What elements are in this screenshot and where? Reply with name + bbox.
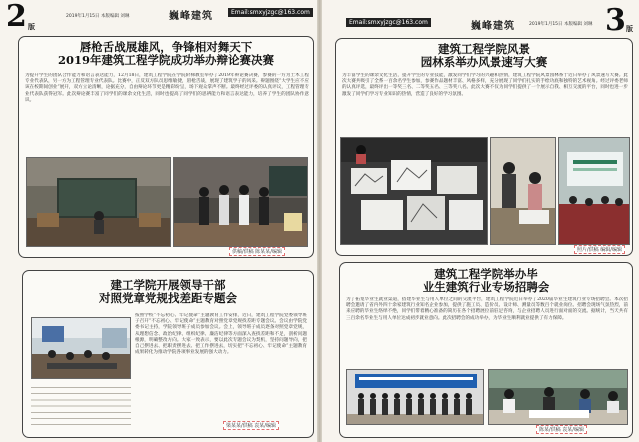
judges-reviewing-photo <box>490 137 556 245</box>
right-page <box>321 0 639 442</box>
article-body: 为提升学生的团队合作能力和语言表达能力，12月18日，建筑工程学院在学院阶梯教室举办了2019年辩论赛决赛，参赛的一方为土木工程专业代表队，另一方为工程管理专业代表队。比赛中，正反双方队员思维敏捷，唇枪舌战，展现了建筑学子的风采。辩题围绕“大学生应不应该在校期间创业”展开，双方立论清晰，论据充分，自由辩论环节更是精彩纷呈，场下观众掌声不断。最终经过评委的认真评议，工程管理专业代表队获得冠军。此次辩论赛丰富了同学们的课余文化生活，同时也提高了同学们的思辨能力和语言表达能力，培养了学生的团队协作意识。 <box>25 73 309 103</box>
article-body: 为了拓宽毕业生就业渠道，搭建毕业生与用人单位之间的交流平台，建筑工程学院近日举办了2020届毕业生建筑行业专场招聘会。本次招聘会邀请了省内外四十余家建筑行业知名企业参加，提供了施工员、造价员、设计师、测量员等数百个就业岗位。招聘会现场气氛热烈，前来应聘的毕业生络绎不绝，同学们带着精心准备的简历在各个招聘展位前驻足咨询，与企业招聘人员进行面对面的交流。据统计，当天共有三百余名毕业生与用人单位达成初步就业意向。此次招聘会的成功举办，为毕业生顺利就业提供了有力保障。 <box>346 297 628 321</box>
article-title <box>19 41 313 67</box>
photo-caption: 陈某/供稿 袁某/编辑 <box>536 425 587 434</box>
photo-caption: 梁某某/供稿 袁某/编辑 <box>223 421 279 430</box>
page-header <box>6 0 316 36</box>
photo-caption: 照片/供稿 编辑/编辑 <box>574 245 625 254</box>
debate-classroom-photo <box>26 157 171 247</box>
article-body: 为丰富学生的课余文化生活，提升学生的专业技能，激发同学们学习的兴趣和热情，建筑工程学院风景园林系于近日举办了风景速写大赛。此次大赛共吸引了全系一百余名学生参加，参赛作品题材丰富、风格多样，充分展现了同学们扎实的手绘功底和独特的艺术视角。经过评委老师的认真评选，最终评出一等奖三名、二等奖五名、三等奖八名。此次大赛不仅为同学们提供了一个展示自我、相互交流的平台，同时也进一步激发了同学们学习专业知识的热情，营造了良好的学习氛围。 <box>342 73 628 97</box>
article-title <box>336 43 632 69</box>
photo-caption: 供稿/供稿 陈某某/编辑 <box>229 247 285 256</box>
masthead: 巍峰建筑 <box>471 21 515 32</box>
email-banner: Email:smxyjzgc@163.com <box>228 8 313 17</box>
article-title-line2: 2019年建筑工程学院成功举办辩论赛决赛 <box>57 53 274 68</box>
article-title-line2: 对照党章党规找差距专题会 <box>99 291 237 306</box>
page-number-suffix: 版 <box>28 22 35 31</box>
article-title-line1: 建筑工程学院风景 <box>438 42 530 56</box>
article-body: 按照学校“不忘初心、牢记使命”主题教育工作安排，近日，建筑工程学院党委领导班子召开“不忘初心、牢记使命”主题教育对照党章党规找差距专题会议。会议由学院党委书记主持，学院领导班子成员参加会议。会上，领导班子成员逐条对照党章党规，从理想信念、政治纪律、组织纪律、廉洁纪律等方面深入查找差距和不足，剖析问题根源，明确整改方向。大家一致表示，要以此次专题会议为契机，坚持问题导向，把自己摆进去、把职责摆进去、把工作摆进去，切实把“不忘初心、牢记使命”主题教育成果转化为推动学院各项事业发展的强大动力。 <box>135 313 307 356</box>
presentation-screen-photo <box>558 137 630 245</box>
job-fair-booth-photo <box>488 369 628 425</box>
job-fair-group-photo <box>346 369 484 425</box>
page-header <box>321 4 639 36</box>
masthead: 巍峰建筑 <box>169 11 213 22</box>
email-banner: Email:smxyjzgc@163.com <box>346 18 431 27</box>
left-page <box>0 0 318 442</box>
page-number: 3 <box>605 3 626 38</box>
sketch-works-photo <box>340 137 488 245</box>
article-title <box>340 268 632 294</box>
article-sketch-contest <box>335 38 633 256</box>
article-title-line2: 园林系举办风景速写大赛 <box>420 55 548 70</box>
article-body-continued <box>31 383 131 427</box>
article-debate <box>18 36 314 258</box>
issue-date: 2019年1月15日 本版编辑 刘琳 <box>529 22 593 27</box>
page-number: 2 <box>6 0 27 34</box>
issue-date: 2019年1月15日 本版编辑 刘琳 <box>66 14 130 19</box>
article-title-line1: 建工学院开展领导干部 <box>110 278 226 292</box>
article-title-line2: 业生建筑行业专场招聘会 <box>422 280 550 295</box>
page-number-suffix: 版 <box>626 24 633 33</box>
meeting-room-photo <box>31 317 131 379</box>
article-title-line1: 唇枪舌战展雄风，争锋相对舞天下 <box>79 40 253 54</box>
article-job-fair <box>339 262 633 438</box>
debate-team-photo <box>173 157 308 247</box>
article-party-meeting <box>22 270 314 438</box>
article-title <box>23 279 313 305</box>
article-title-line1: 建筑工程学院举办毕 <box>434 267 538 281</box>
